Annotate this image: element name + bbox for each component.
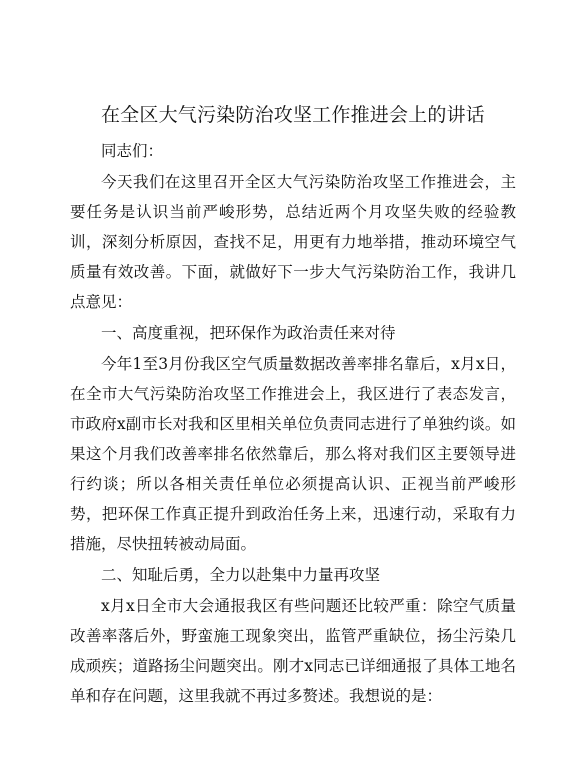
paragraph-intro: 今天我们在这里召开全区大气污染防治攻坚工作推进会，主要任务是认识当前严峻形势，总结近两个月攻坚失败的经验教训，深刻分析原因，查找不足，用更有力地举措，推动环境空气质量有效改善。下面，就做好下一步大气污染防治工作，我讲几点意见： [70,173,516,311]
document-title: 在全区大气污染防治攻坚工作推进会上的讲话 [100,104,485,126]
section-heading-1: 一、高度重视，把环保作为政治责任来对待 [101,324,396,342]
salutation: 同志们： [101,142,164,160]
paragraph-section-2: x月x日全市大会通报我区有些问题还比较严重：除空气质量改善率落后外，野蛮施工现象突出，监管严重缺位，扬尘污染几成顽疾；道路扬尘问题突出。刚才x同志已详细通报了具体工地名单和存在问题，这里我就不再过多赘述。我想说的是： [70,597,516,705]
paragraph-section-1: 今年1至3月份我区空气质量数据改善率排名靠后，x月x日，在全市大气污染防治攻坚工作推进会上，我区进行了表态发言，市政府x副市长对我和区里相关单位负责同志进行了单独约谈。如果这个月我们改善率排名依然靠后，那么将对我们区主要领导进行约谈；所以各相关责任单位必须提高认识、正视当前严峻形势，把环保工作真正提升到政治任务上来，迅速行动，采取有力措施，尽快扭转被动局面。 [70,355,516,553]
section-heading-2: 二、知耻后勇，全力以赴集中力量再攻坚 [101,566,381,584]
document-body [70,136,516,711]
